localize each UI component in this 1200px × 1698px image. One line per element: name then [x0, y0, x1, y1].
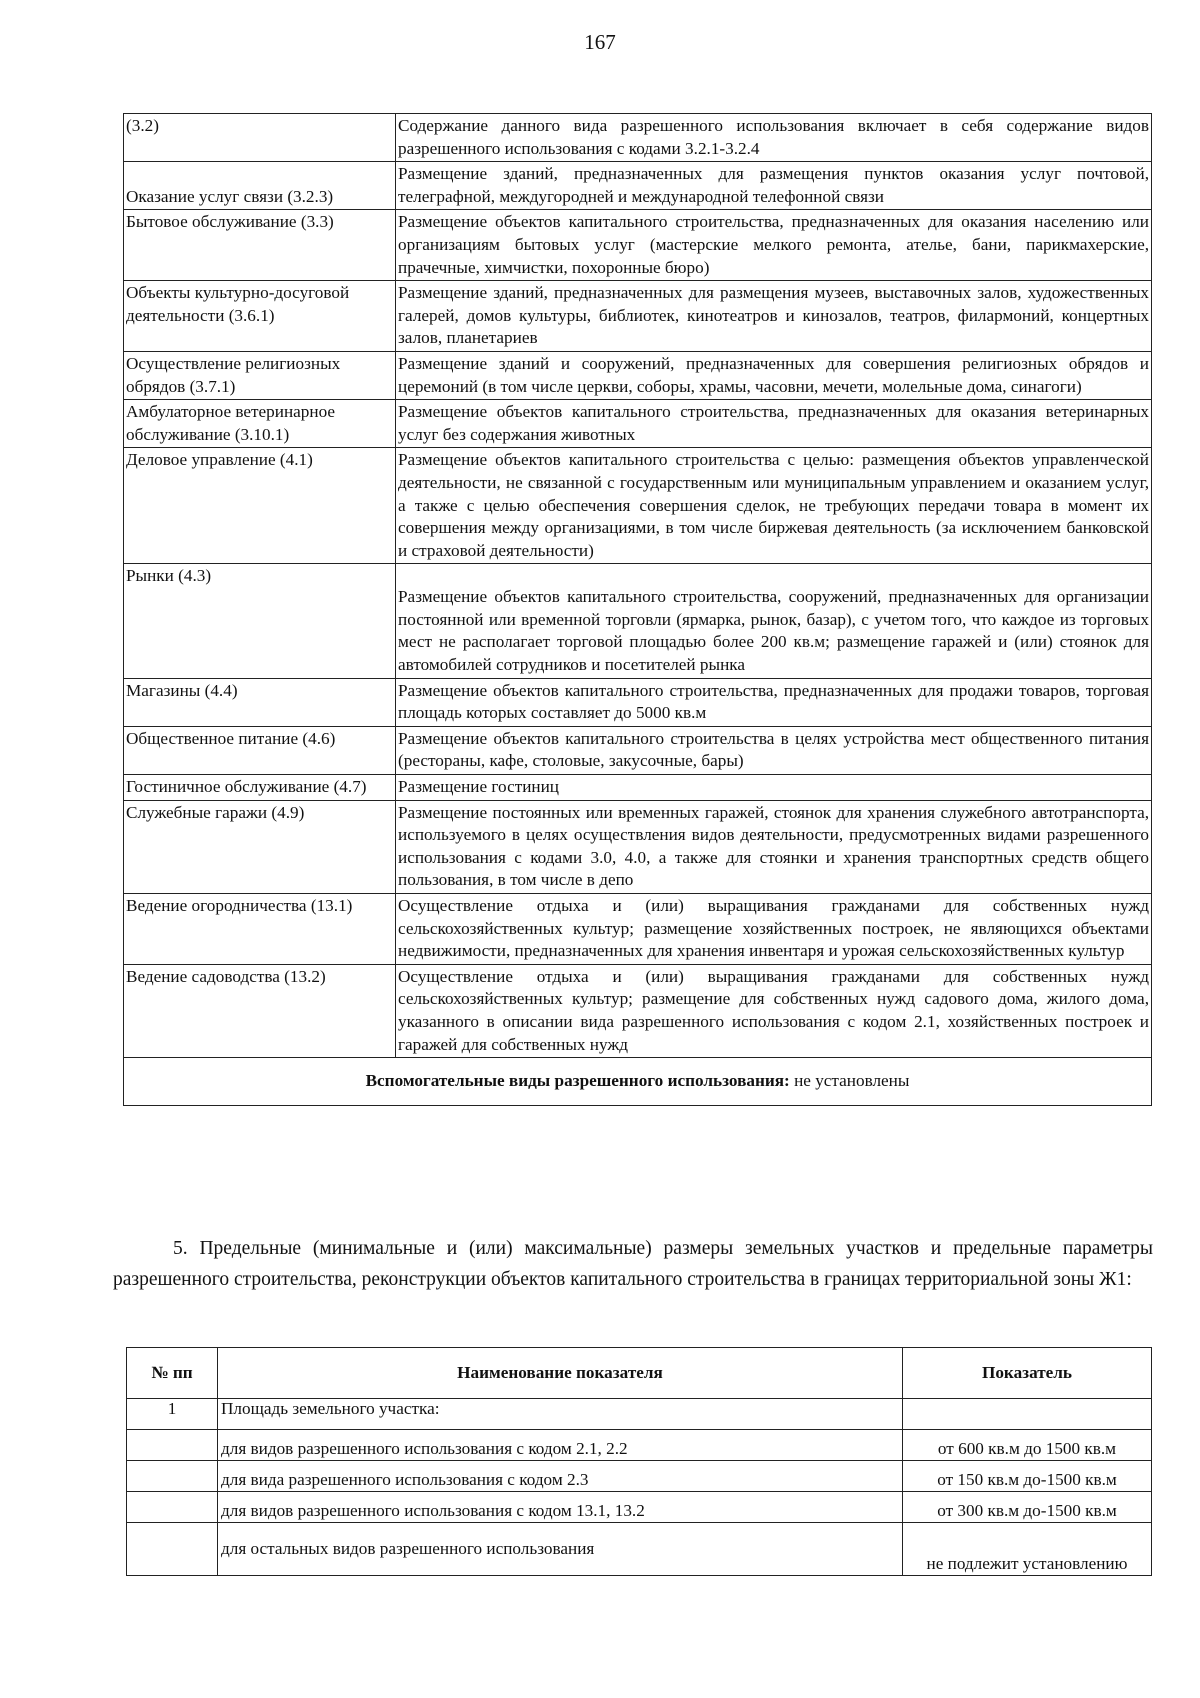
permitted-uses-table: [123, 113, 1152, 1106]
table-row: [124, 726, 1152, 774]
use-name-cell: Объекты культурно-досуговой деятельности (3.6.1): [124, 281, 396, 352]
use-description-cell: Размещение зданий, предназначенных для размещения пунктов оказания услуг почтовой, телеграфной, междугородней и международной телефонной связи: [396, 162, 1152, 210]
use-name-cell: Деловое управление (4.1): [124, 448, 396, 564]
table-row: [127, 1399, 1152, 1430]
table-row: [124, 210, 1152, 281]
indicator-value-cell: от 150 кв.м до-1500 кв.м: [903, 1461, 1152, 1492]
use-description-cell: Размещение объектов капитального строительства, предназначенных для оказания ветеринарных услуг без содержания животных: [396, 400, 1152, 448]
table-row: [124, 448, 1152, 564]
use-description-cell: Размещение объектов капитального строительства, сооружений, предназначенных для организации постоянной или временной торговли (ярмарка, рынок, базар), с учетом того, что каждое из торговых мест не располагает торговой площадью более 200 кв.м; размещение гаражей и (или) стоянок для автомобилей сотрудников и посетителей рынка: [396, 564, 1152, 678]
use-description-cell: Осуществление отдыха и (или) выращивания гражданами для собственных нужд сельскохозяйственных культур; размещение для собственных нужд садового дома, жилого дома, указанного в описании вида разрешенного использования с кодом 2.1, хозяйственных построек и гаражей для собственных нужд: [396, 964, 1152, 1057]
auxiliary-uses-value: не установлены: [789, 1071, 910, 1091]
use-name-cell: Амбулаторное ветеринарное обслуживание (3.10.1): [124, 400, 396, 448]
use-description-cell: Размещение гостиниц: [396, 775, 1152, 801]
indicator-name-cell: для остальных видов разрешенного использования: [218, 1523, 903, 1576]
use-name-cell: Бытовое обслуживание (3.3): [124, 210, 396, 281]
use-name-cell: Осуществление религиозных обрядов (3.7.1): [124, 351, 396, 399]
use-description-cell: Размещение объектов капитального строительства в целях устройства мест общественного питания (рестораны, кафе, столовые, закусочные, бары): [396, 726, 1152, 774]
use-name-cell: (3.2): [124, 114, 396, 162]
table-row: [124, 564, 1152, 678]
header-number: № пп: [127, 1348, 218, 1399]
table-row: [124, 162, 1152, 210]
use-description-cell: Размещение объектов капитального строительства с целью: размещения объектов управленческой деятельности, не связанной с государственным или муниципальным управлением и оказанием услуг, а также с целью обеспечения совершения сделок, не требующих передачи товара в момент их совершения между организациями, в том числе биржевая деятельность (за исключением банковской и страховой деятельности): [396, 448, 1152, 564]
table-row: [124, 678, 1152, 726]
header-indicator-value: Показатель: [903, 1348, 1152, 1399]
section-5-paragraph: 5. Предельные (минимальные и (или) максимальные) размеры земельных участков и предельные параметры разрешенного строительства, реконструкции объектов капитального строительства в границах территориальной зоны Ж1:: [113, 1238, 1153, 1290]
use-description-cell: Размещение зданий, предназначенных для размещения музеев, выставочных залов, художественных галерей, домов культуры, библиотек, кинотеатров и кинозалов, театров, филармоний, концертных залов, планетариев: [396, 281, 1152, 352]
indicator-value-cell: от 600 кв.м до 1500 кв.м: [903, 1430, 1152, 1461]
table-row: [124, 775, 1152, 801]
use-description-cell: Размещение зданий и сооружений, предназначенных для совершения религиозных обрядов и церемоний (в том числе церкви, соборы, храмы, часовни, мечети, молельные дома, синагоги): [396, 351, 1152, 399]
table-row: [124, 400, 1152, 448]
indicator-value-cell: не подлежит установлению: [903, 1523, 1152, 1576]
indicator-name-cell: для вида разрешенного использования с кодом 2.3: [218, 1461, 903, 1492]
use-name-cell: Гостиничное обслуживание (4.7): [124, 775, 396, 801]
use-name-cell: Ведение огородничества (13.1): [124, 894, 396, 965]
use-description-cell: Осуществление отдыха и (или) выращивания гражданами для собственных нужд сельскохозяйственных культур; размещение хозяйственных построек, не являющихся объектами недвижимости, предназначенных для хранения инвентаря и урожая сельскохозяйственных культур: [396, 894, 1152, 965]
table-row: [127, 1461, 1152, 1492]
use-name-cell: Служебные гаражи (4.9): [124, 800, 396, 893]
table-row: [124, 114, 1152, 162]
use-description-cell: Содержание данного вида разрешенного использования включает в себя содержание видов разрешенного использования с кодами 3.2.1-3.2.4: [396, 114, 1152, 162]
use-name-cell: Ведение садоводства (13.2): [124, 964, 396, 1057]
indicator-value-cell: [903, 1399, 1152, 1430]
row-number-cell: [127, 1492, 218, 1523]
table-row: [127, 1492, 1152, 1523]
indicator-name-cell: для видов разрешенного использования с кодом 2.1, 2.2: [218, 1430, 903, 1461]
use-description-cell: Размещение постоянных или временных гаражей, стоянок для хранения служебного автотранспорта, используемого в целях осуществления видов деятельности, предусмотренных видами разрешенного использования с кодами 3.0, 4.0, а также для стоянки и хранения транспортных средств общего пользования, в том числе в депо: [396, 800, 1152, 893]
table-footer-row: [124, 1058, 1152, 1106]
row-number-cell: [127, 1523, 218, 1576]
use-description-cell: Размещение объектов капитального строительства, предназначенных для оказания населению или организациям бытовых услуг (мастерские мелкого ремонта, ателье, бани, парикмахерские, прачечные, химчистки, похоронные бюро): [396, 210, 1152, 281]
table-row: [124, 964, 1152, 1057]
use-name-cell: Оказание услуг связи (3.2.3): [124, 162, 396, 210]
auxiliary-uses-label: Вспомогательные виды разрешенного использования:: [365, 1071, 790, 1091]
table-row: [124, 894, 1152, 965]
use-name-cell: Магазины (4.4): [124, 678, 396, 726]
table-row: [127, 1523, 1152, 1576]
row-number-cell: [127, 1430, 218, 1461]
parameters-table: [126, 1347, 1152, 1576]
table-row: [124, 351, 1152, 399]
header-indicator-name: Наименование показателя: [218, 1348, 903, 1399]
row-number-cell: [127, 1461, 218, 1492]
row-number-cell: 1: [127, 1399, 218, 1430]
table-header-row: [127, 1348, 1152, 1399]
page-number: 167: [584, 30, 616, 54]
use-name-cell: Общественное питание (4.6): [124, 726, 396, 774]
auxiliary-uses-cell: [124, 1058, 1152, 1106]
table-row: [124, 281, 1152, 352]
use-description-cell: Размещение объектов капитального строительства, предназначенных для продажи товаров, торговая площадь которых составляет до 5000 кв.м: [396, 678, 1152, 726]
indicator-value-cell: от 300 кв.м до-1500 кв.м: [903, 1492, 1152, 1523]
indicator-name-cell: Площадь земельного участка:: [218, 1399, 903, 1430]
table-row: [124, 800, 1152, 893]
indicator-name-cell: для видов разрешенного использования с кодом 13.1, 13.2: [218, 1492, 903, 1523]
table-row: [127, 1430, 1152, 1461]
use-name-cell: Рынки (4.3): [124, 564, 396, 678]
